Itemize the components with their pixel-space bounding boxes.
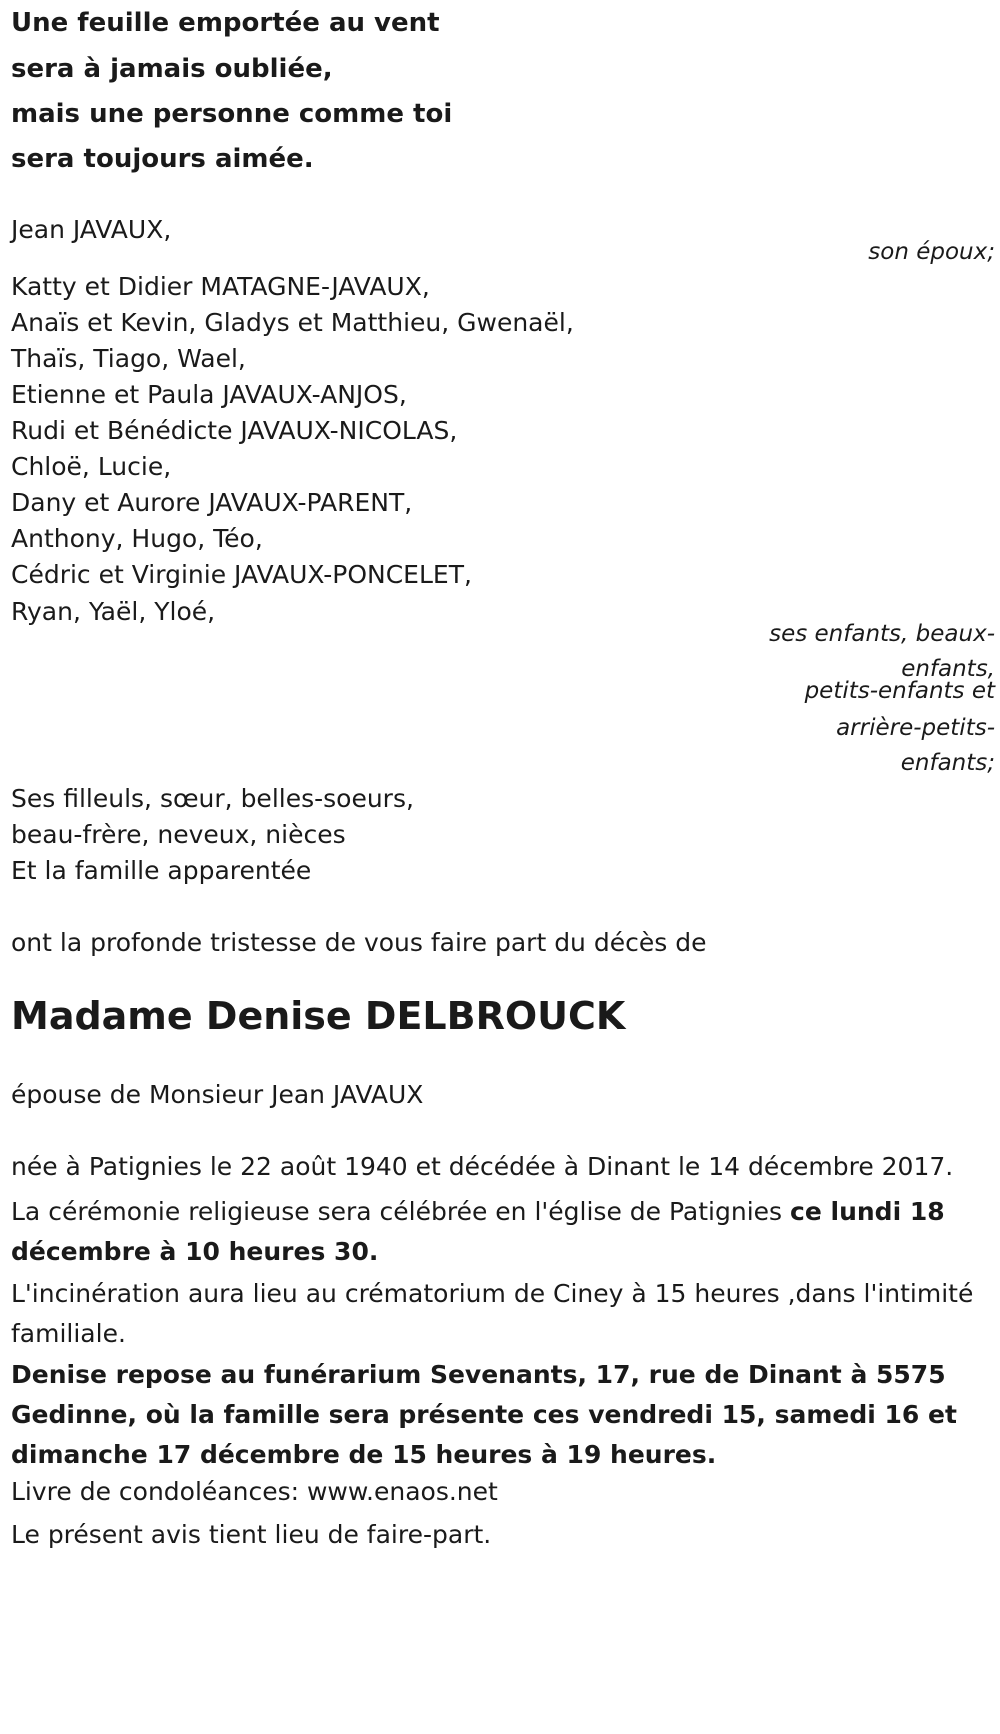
husband-role: son époux; xyxy=(868,239,995,265)
children-role-line-1: ses enfants, beaux- xyxy=(769,621,995,647)
children-role-line-2: enfants, xyxy=(901,656,995,682)
poem-line-2: sera à jamais oubliée, xyxy=(11,54,333,84)
family-line-10: Ryan, Yaël, Yloé, xyxy=(11,597,216,626)
birth-death-line: née à Patignies le 22 août 1940 et décédée à Dinant le 14 décembre 2017. xyxy=(11,1152,954,1181)
husband-name: Jean JAVAUX, xyxy=(11,215,172,244)
deceased-name: Madame Denise DELBROUCK xyxy=(11,994,626,1038)
children-role-line-5: enfants; xyxy=(900,750,995,776)
cremation-paragraph: L'incinération aura lieu au crématorium de Ciney à 15 heures ,dans l'intimité familiale. xyxy=(11,1279,974,1348)
family-line-8: Anthony, Hugo, Téo, xyxy=(11,524,263,553)
family-line-3: Thaïs, Tiago, Wael, xyxy=(11,344,246,373)
poem-line-4: sera toujours aimée. xyxy=(11,144,314,174)
condolences-line: Livre de condoléances: www.enaos.net xyxy=(11,1477,498,1506)
family-line-1: Katty et Didier MATAGNE-JAVAUX, xyxy=(11,272,430,301)
family-line-5: Rudi et Bénédicte JAVAUX-NICOLAS, xyxy=(11,416,458,445)
family-line-2: Anaïs et Kevin, Gladys et Matthieu, Gwenaël, xyxy=(11,308,574,337)
family-line-4: Etienne et Paula JAVAUX-ANJOS, xyxy=(11,380,407,409)
family-line-6: Chloë, Lucie, xyxy=(11,452,172,481)
poem-line-1: Une feuille emportée au vent xyxy=(11,8,440,38)
notice-line: Le présent avis tient lieu de faire-part. xyxy=(11,1520,492,1549)
children-role-line-4: arrière-petits- xyxy=(836,715,995,741)
ceremony-date: ce lundi 18 décembre à 10 heures 30. xyxy=(11,1197,945,1266)
ceremony-paragraph xyxy=(11,1192,991,1272)
announcement: ont la profonde tristesse de vous faire part du décès de xyxy=(11,928,707,957)
family-line-7: Dany et Aurore JAVAUX-PARENT, xyxy=(11,488,413,517)
family-line-9: Cédric et Virginie JAVAUX-PONCELET, xyxy=(11,560,472,589)
poem-line-3: mais une personne comme toi xyxy=(11,99,453,129)
children-role-line-3: petits-enfants et xyxy=(804,678,995,704)
relatives-line-3: Et la famille apparentée xyxy=(11,856,312,885)
relatives-line-2: beau-frère, neveux, nièces xyxy=(11,820,346,849)
spouse-line: épouse de Monsieur Jean JAVAUX xyxy=(11,1080,424,1109)
ceremony-text: La cérémonie religieuse sera célébrée en l'église de Patignies xyxy=(11,1197,791,1226)
relatives-line-1: Ses filleuls, sœur, belles-soeurs, xyxy=(11,784,414,813)
visitation-paragraph: Denise repose au funérarium Sevenants, 17, rue de Dinant à 5575 Gedinne, où la famille sera présente ces vendredi 15, samedi 16 et dimanche 17 décembre de 15 heures à 19 heures. xyxy=(11,1360,957,1469)
